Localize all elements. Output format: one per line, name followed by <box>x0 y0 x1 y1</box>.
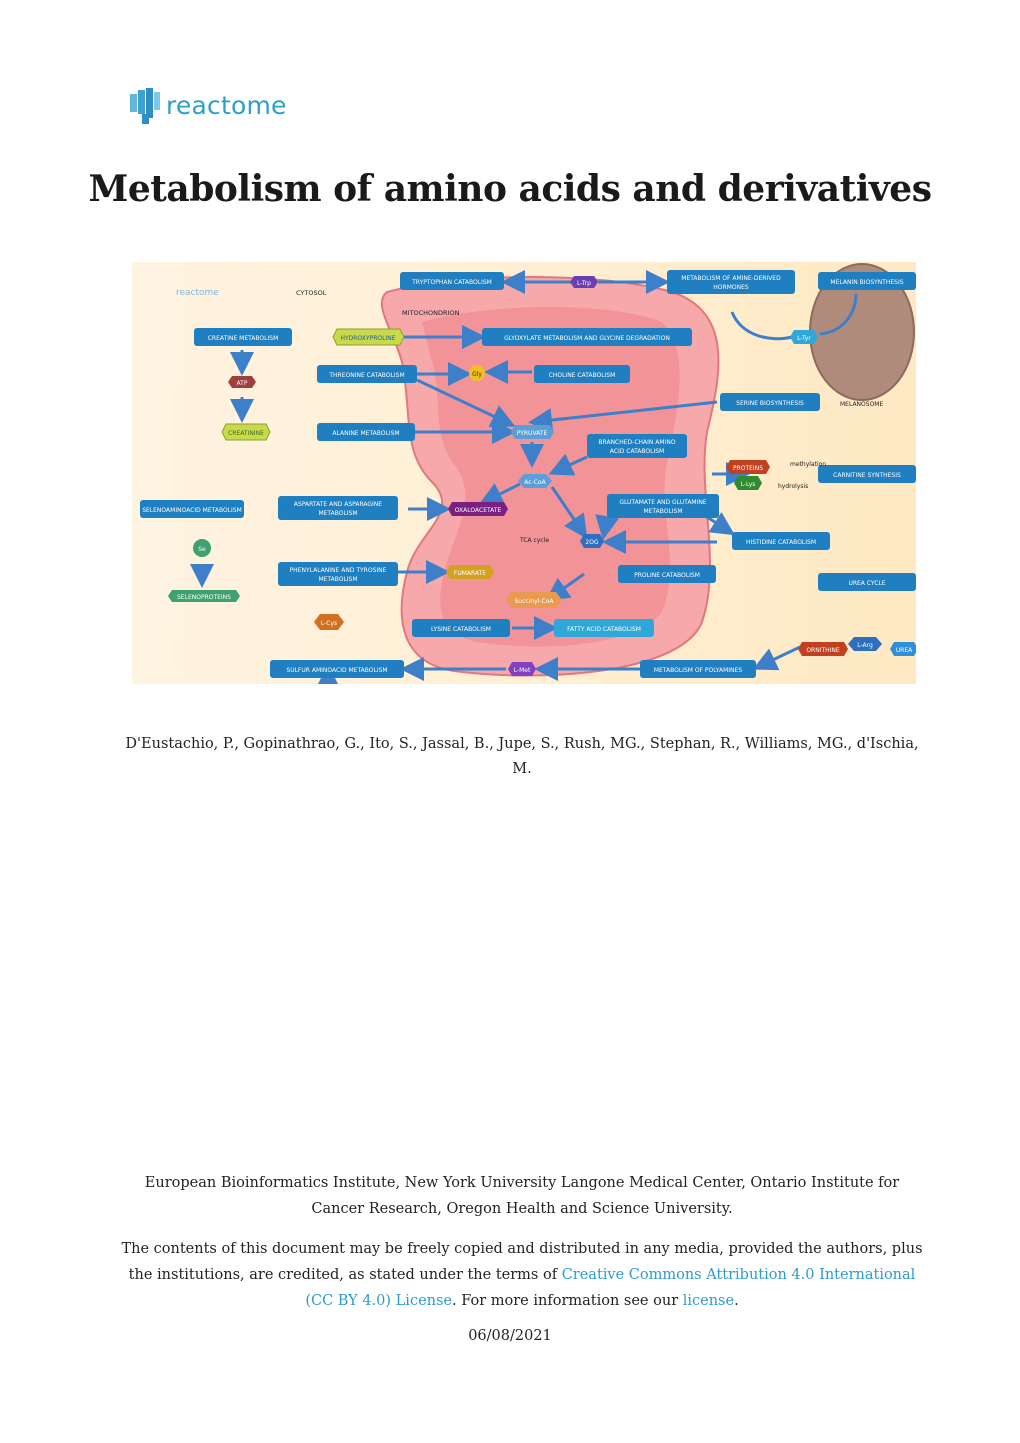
author-list: D'Eustachio, P., Gopinathrao, G., Ito, S., Jassal, B., Jupe, S., Rush, MG., Stephan, R., Williams, MG., d'Ischia, M. <box>125 736 919 777</box>
creatinine-label: CREATININE <box>228 430 264 437</box>
hydrolysis-label: hydrolysis <box>778 483 809 490</box>
proline-label: PROLINE CATABOLISM <box>634 572 700 579</box>
ltyr-label: L-Tyr <box>797 335 811 342</box>
tryptophan-label: TRYPTOPHAN CATABOLISM <box>412 279 492 286</box>
fatty-acid-label: FATTY ACID CATABOLISM <box>567 626 641 633</box>
license-text-middle: . For more information see our <box>452 1293 683 1309</box>
creatine-label: CREATINE METABOLISM <box>207 335 279 342</box>
diagram-logo: reactome <box>176 288 219 298</box>
license-text-before: The contents of this document may be freely copied and distributed in any media, provided the authors, plus the institutions, are credited, as stated under the terms of <box>121 1241 923 1283</box>
pathway-diagram <box>132 262 916 684</box>
proteins-label: PROTEINS <box>732 465 764 472</box>
serine-label: SERINE BIOSYNTHESIS <box>736 400 804 407</box>
melanosome-label: MELANOSOME <box>840 401 884 408</box>
cytosol-label: CYTOSOL <box>296 289 327 297</box>
logo-text: reactome <box>166 90 287 120</box>
tca-label: TCA cycle <box>520 537 550 544</box>
methylation-label: methylation <box>790 461 827 468</box>
cc-license-link[interactable]: Creative Commons Attribution 4.0 International (CC BY 4.0) License <box>305 1267 916 1309</box>
larg-label: L-Arg <box>857 642 873 649</box>
threonine-label: THREONINE CATABOLISM <box>329 372 405 379</box>
oxaloacetate-label: OXALOACETATE <box>454 507 502 514</box>
llys-label: L-Lys <box>740 481 756 488</box>
selenoproteins-label: SELENOPROTEINS <box>177 594 231 601</box>
ltrp-label: L-Trp <box>577 280 591 287</box>
pyruvate-label: PYRUVATE <box>516 430 548 437</box>
fumarate-label: FUMARATE <box>453 570 487 577</box>
selenoamino-label: SELENOAMINOACID METABOLISM <box>142 507 242 514</box>
glyoxylate-label: GLYOXYLATE METABOLISM AND GLYCINE DEGRADATION <box>504 335 670 342</box>
phe-tyr-label-1: PHENYLALANINE AND TYROSINE <box>289 567 387 574</box>
document-title: Metabolism of amino acids and derivatives <box>88 168 932 210</box>
melanin-label: MELANIN BIOSYNTHESIS <box>830 279 904 286</box>
aspartate-label-1: ASPARTATE AND ASPARAGINE <box>293 501 383 508</box>
aspartate-label-2: METABOLISM <box>318 510 358 517</box>
amine-derived-label-1: METABOLISM OF AMINE-DERIVED <box>681 275 781 282</box>
reactome-logo-icon <box>128 84 162 126</box>
sulfur-label: SULFUR AMINOACID METABOLISM <box>286 667 388 674</box>
lmet-label: L-Met <box>513 667 531 674</box>
atp-label: ATP <box>236 380 248 387</box>
gly-label: Gly <box>472 371 482 378</box>
urea-label: UREA <box>895 647 913 654</box>
alanine-label: ALANINE METABOLISM <box>332 430 400 437</box>
bcaa-label-1: BRANCHED-CHAIN AMINO <box>598 439 676 446</box>
urea-cycle-label: UREA CYCLE <box>848 580 886 587</box>
document-date: 06/08/2021 <box>468 1328 552 1344</box>
license-text-after: . <box>734 1293 739 1309</box>
mitochondrion-label: MITOCHONDRION <box>402 309 460 317</box>
hydroxyproline-label: HYDROXYPROLINE <box>340 335 396 342</box>
reactome-logo <box>128 84 287 126</box>
accoa-label: Ac-CoA <box>524 479 546 486</box>
bcaa-label-2: ACID CATABOLISM <box>609 448 665 455</box>
carnitine-label: CARNITINE SYNTHESIS <box>833 472 901 479</box>
glutamate-label-2: METABOLISM <box>643 508 683 515</box>
succinylcoa-label: Succinyl-CoA <box>514 598 554 605</box>
ornithine-label: ORNITHINE <box>806 647 840 654</box>
se-label: Se <box>198 546 206 553</box>
phe-tyr-label-2: METABOLISM <box>318 576 358 583</box>
glutamate-label-1: GLUTAMATE AND GLUTAMINE <box>619 499 707 506</box>
2og-label: 2OG <box>585 539 599 546</box>
institution-list: European Bioinformatics Institute, New York University Langone Medical Center, Ontario Institute for Cancer Research, Oregon Health and Science University. <box>144 1175 900 1217</box>
lcys-label: L-Cys <box>320 620 338 627</box>
license-notice <box>120 1236 924 1314</box>
choline-label: CHOLINE CATABOLISM <box>548 372 616 379</box>
amine-derived-label-2: HORMONES <box>713 284 749 291</box>
histidine-label: HISTIDINE CATABOLISM <box>745 539 817 546</box>
license-link[interactable]: license <box>682 1293 735 1309</box>
polyamines-label: METABOLISM OF POLYAMINES <box>653 667 743 674</box>
lysine-label: LYSINE CATABOLISM <box>431 626 491 633</box>
